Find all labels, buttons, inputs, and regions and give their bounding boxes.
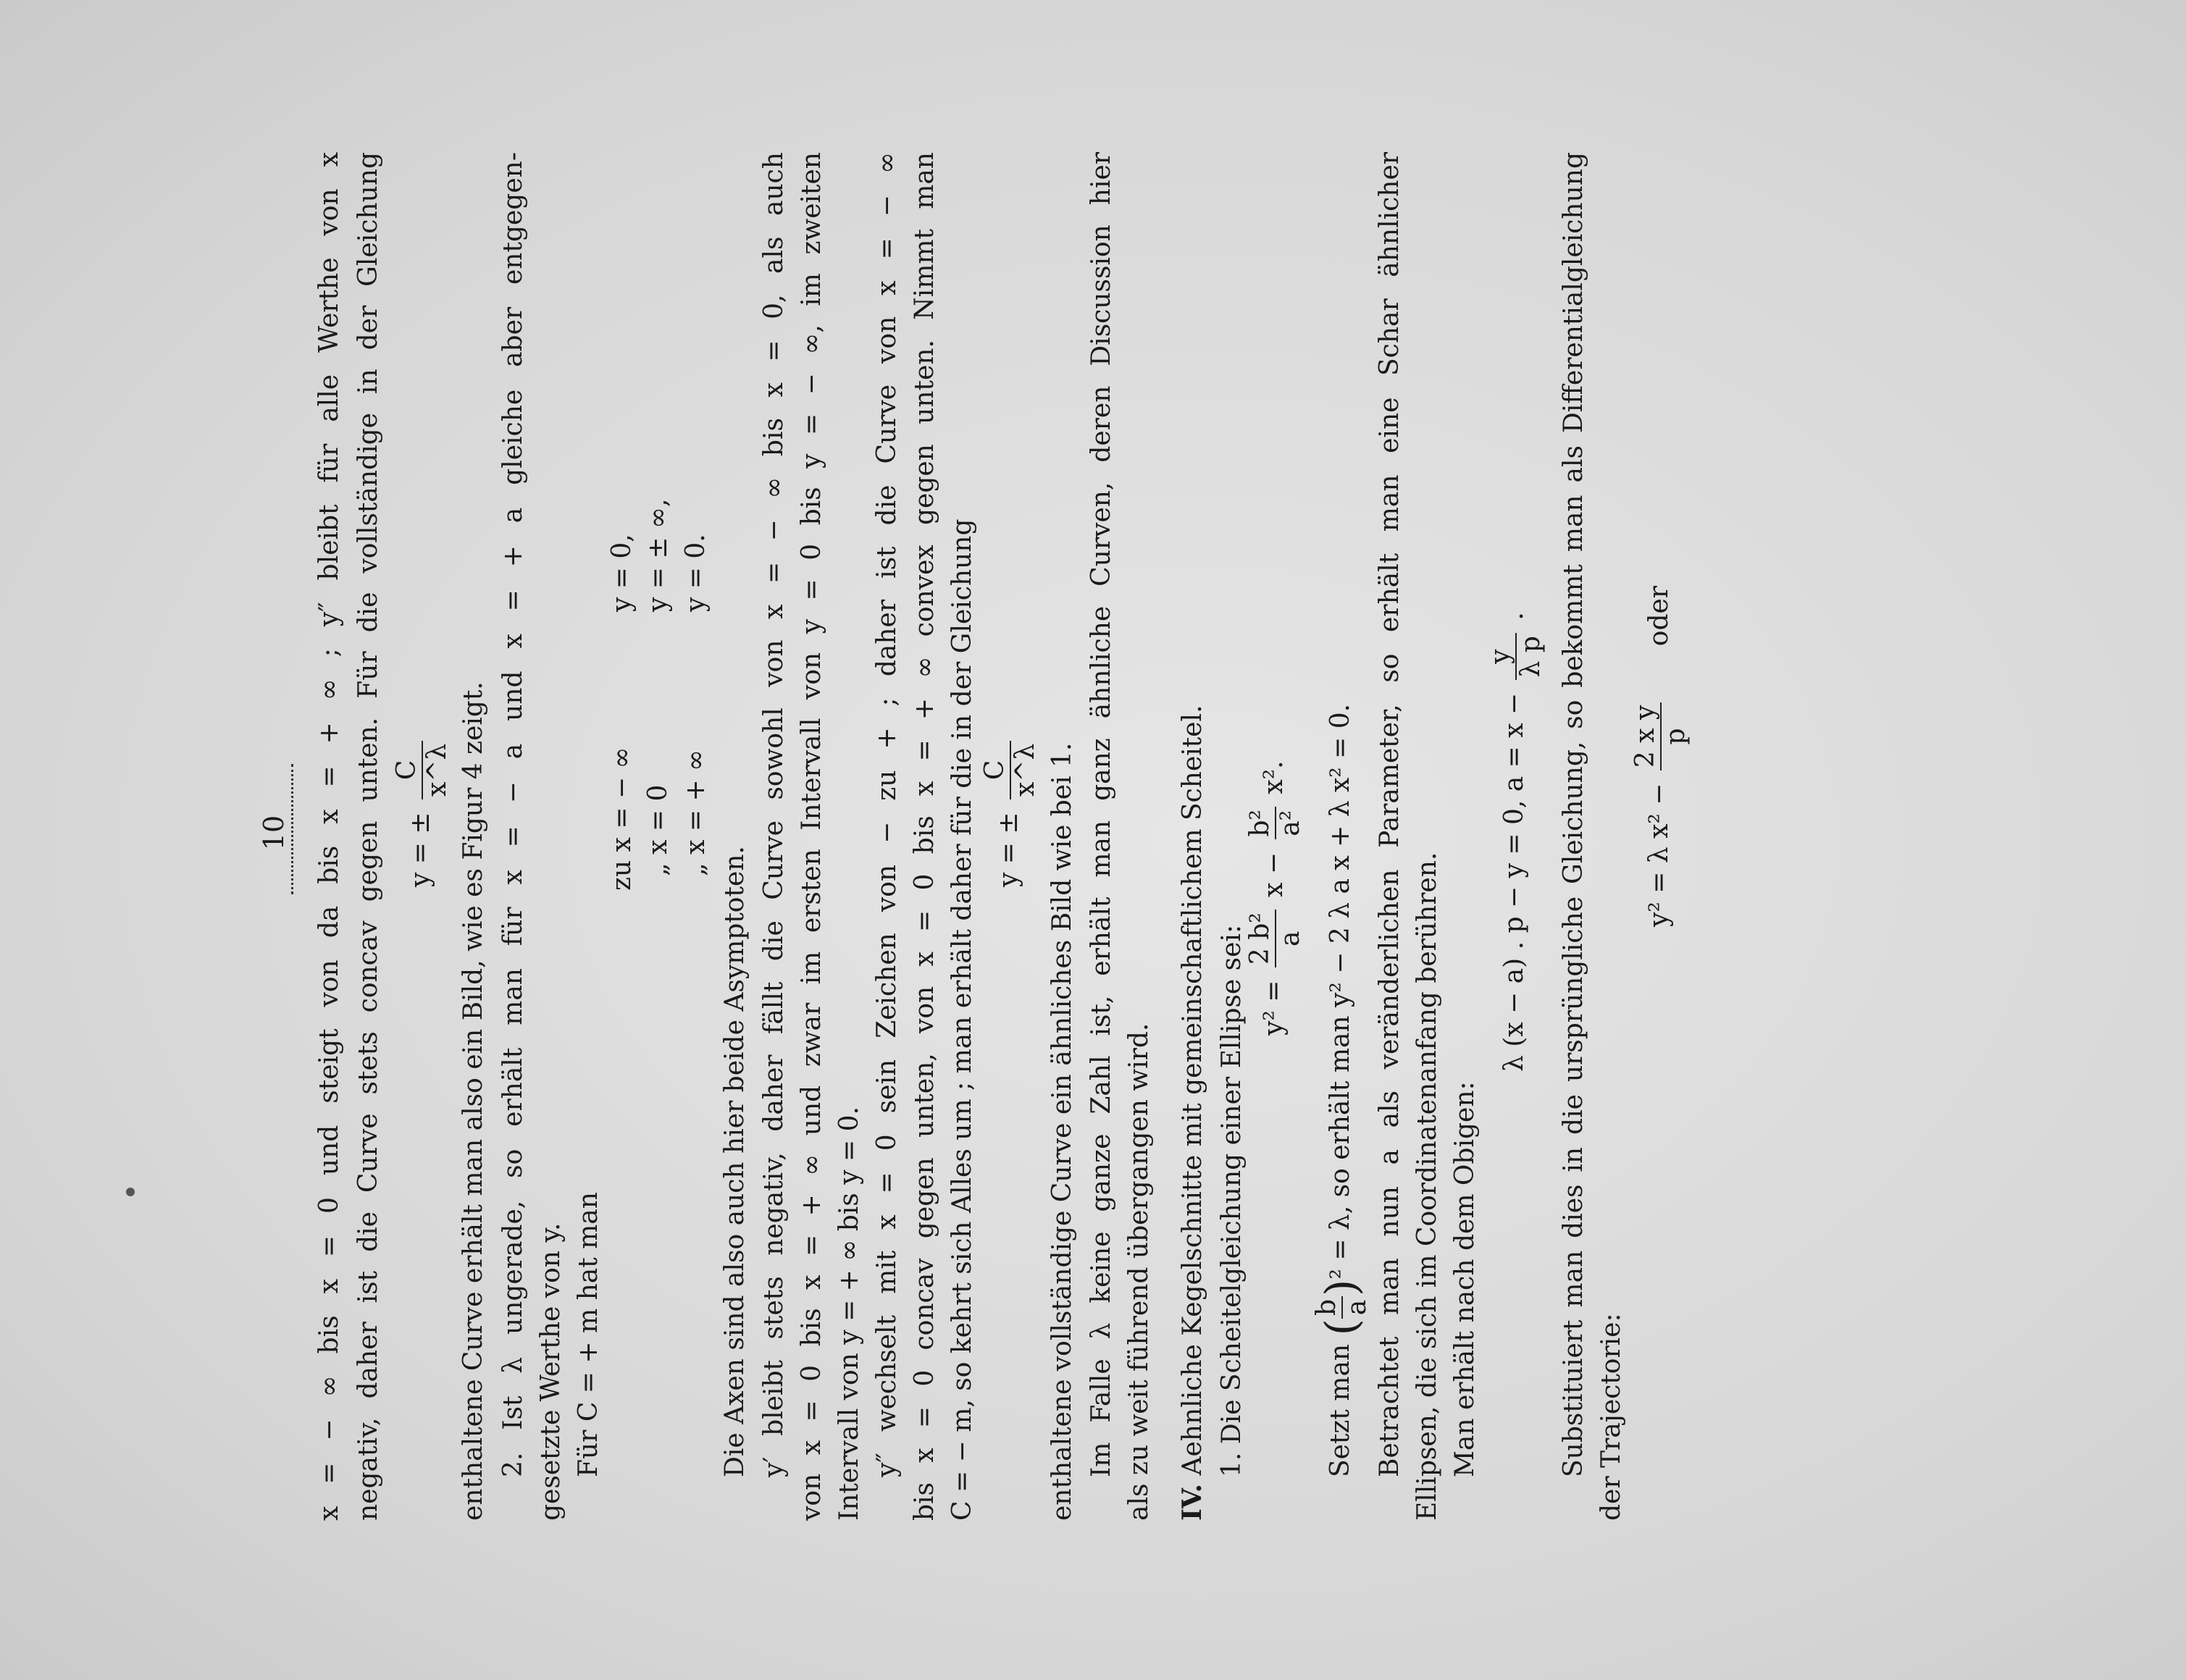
table-cell: y = 0, [607,534,637,612]
text-line: negativ, daher ist die Curve stets concav gegen unten. Für die vollständige in der Gleichung [353,152,383,1521]
text-line: Für C = + m hat man [574,1192,603,1477]
paren-left: ( [1316,1319,1368,1336]
denominator: p [1661,728,1691,745]
text-line: 1. Die Scheitelgleichung einer Ellipse sei: [1217,924,1247,1477]
text-line: Betrachtet man nun a als veränderlichen Parameter, so erhält man eine Schar ähnlicher [1375,152,1404,1477]
equation [1486,612,1546,1072]
equation-lhs: y = ± [994,812,1023,887]
numerator: C [393,741,423,799]
equation [981,736,1040,887]
denominator: a² [1276,810,1305,836]
table-cell: y = 0. [681,534,711,612]
fraction [1246,910,1305,967]
text-line: 2. Ist λ ungerade, so erhält man für x = − a und x = + a gleiche aber entgegen- [498,152,528,1477]
fraction [1486,633,1546,680]
section-heading [1173,705,1212,1521]
numerator: y [1486,633,1517,680]
numerator: 2 b² [1246,910,1276,967]
text-line: C = − m, so kehrt sich Alles um ; man erhält daher für die in der Gleichung [947,518,977,1521]
denominator: λ p [1516,636,1546,678]
fraction [393,741,452,799]
section-title: Aehnliche Kegelschnitte mit gemeinschaftlichem Scheitel. [1178,705,1207,1476]
text-line: Substituiert man dies in die ursprüngliche Gleichung, so bekommt man als Differentialgleichung [1559,152,1588,1477]
equation-term: x². [1259,760,1289,794]
page-content [258,145,1943,1521]
ink-speck [126,1188,135,1196]
text-line: y′ bleibt stets negativ, daher fällt die Curve sowohl von x = − ∞ bis x = 0, als auch [759,152,789,1477]
numerator: b² [1246,807,1276,839]
numerator: 2 x y [1631,702,1662,770]
equation-term: x − [1259,852,1289,897]
text-line: von x = 0 bis x = + ∞ und zwar im ersten Intervall von y = 0 bis y = − ∞, im zweiten [797,152,826,1521]
equation-lhs: y = ± [406,812,435,887]
fraction [981,741,1040,799]
numerator: b [1312,1296,1343,1319]
equation-lhs: λ (x − a) . p − y = 0, a = x − [1499,692,1529,1072]
table-cell: „ x = + ∞ [681,749,711,876]
text-line: Im Falle λ keine ganze Zahl ist, erhält man ganz ähnliche Curven, deren Discussion hier [1086,152,1116,1477]
text-line: der Trajectorie: [1596,1313,1626,1521]
text-line: Man erhält nach dem Obigen: [1450,1081,1480,1477]
table-cell: zu x = − ∞ [607,747,637,891]
equation [393,736,452,887]
page-number-rule [288,764,293,894]
denominator: x^λ [1010,743,1040,797]
page-number: 10 [258,815,290,851]
fraction [1246,807,1305,839]
text-line: Die Axen sind also auch hier beide Asymptoten. [720,846,750,1477]
equation-line [1312,704,1372,1477]
text-line: enthaltene Curve erhält man also ein Bild, wie es Figur 4 zeigt. [458,681,488,1521]
section-number: IV. [1177,1483,1207,1521]
text-line: Ellipsen, die sich im Coordinatenanfang berühren. [1412,852,1442,1521]
paren-right: ) [1316,1279,1368,1296]
fraction [1631,702,1691,770]
numerator: C [981,741,1011,799]
equation-term: oder [1644,586,1674,647]
denominator: a [1342,1299,1372,1316]
text-span: Setzt man [1326,1343,1355,1477]
text-line: y″ wechselt mit x = 0 sein Zeichen von − zu + ; daher ist die Curve von x = − ∞ [872,152,902,1477]
equation [1631,586,1691,927]
text-line: bis x = 0 concav gegen unten, von x = 0 bis x = + ∞ convex gegen unten. Nimmt man [910,152,939,1521]
text-line: enthaltene vollständige Curve ein ähnliches Bild wie bei 1. [1047,742,1077,1521]
text-line: als zu weit führend übergangen wird. [1124,1022,1154,1521]
table-cell: y = ± ∞, [643,498,673,612]
table-cell: „ x = 0 [643,784,673,876]
equation [1246,760,1305,1036]
equation-lhs: y² = [1259,980,1289,1036]
equation-term: . [1499,612,1529,621]
denominator: x^λ [422,743,452,797]
text-span: ² = λ, so erhält man y² − 2 λ a x + λ x² = 0. [1326,703,1355,1280]
denominator: a [1276,931,1305,946]
text-line: gesetzte Werthe von y. [536,1222,566,1521]
fraction [1312,1296,1372,1319]
text-line: x = − ∞ bis x = 0 und steigt von da bis x = + ∞ ; y″ bleibt für alle Werthe von x [314,152,344,1521]
text-line: Intervall von y = + ∞ bis y = 0. [834,1106,864,1521]
equation-lhs: y² = λ x² − [1644,783,1674,927]
